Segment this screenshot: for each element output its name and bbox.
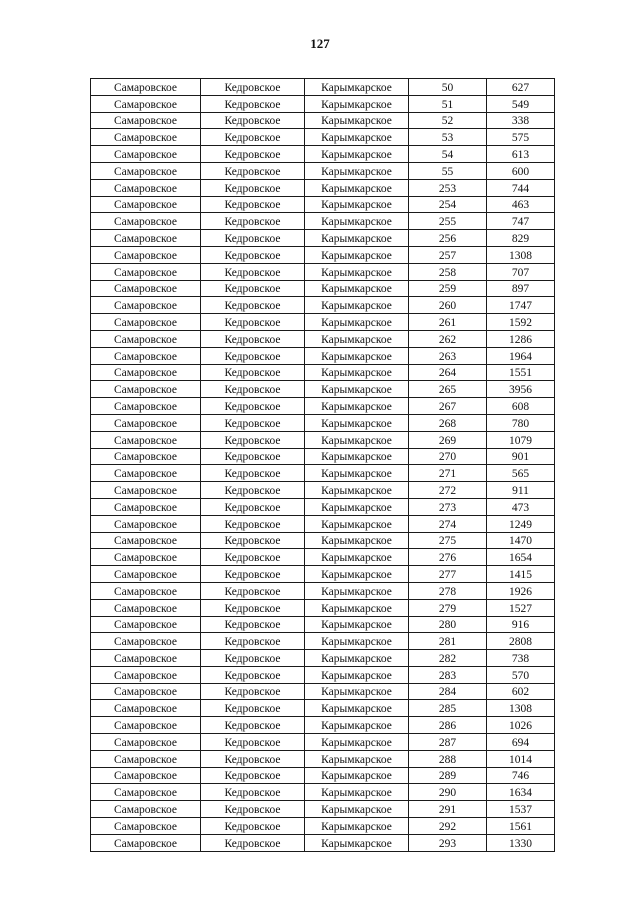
value-cell: 608 <box>487 398 555 415</box>
number-cell: 286 <box>409 717 487 734</box>
table-row <box>91 230 555 247</box>
number-cell: 293 <box>409 834 487 851</box>
value-cell: 1926 <box>487 582 555 599</box>
district-cell: Кедровское <box>201 330 305 347</box>
value-cell: 901 <box>487 448 555 465</box>
locality-cell: Карымкарское <box>305 146 409 163</box>
district-cell: Кедровское <box>201 213 305 230</box>
table-row <box>91 767 555 784</box>
table-row <box>91 179 555 196</box>
table-row <box>91 465 555 482</box>
settlement-cell: Самаровское <box>91 818 201 835</box>
settlement-cell: Самаровское <box>91 515 201 532</box>
value-cell: 600 <box>487 162 555 179</box>
number-cell: 55 <box>409 162 487 179</box>
number-cell: 287 <box>409 734 487 751</box>
value-cell: 1592 <box>487 314 555 331</box>
settlement-cell: Самаровское <box>91 246 201 263</box>
value-cell: 338 <box>487 112 555 129</box>
table-row <box>91 381 555 398</box>
value-cell: 570 <box>487 666 555 683</box>
district-cell: Кедровское <box>201 448 305 465</box>
district-cell: Кедровское <box>201 95 305 112</box>
settlement-cell: Самаровское <box>91 582 201 599</box>
table-row <box>91 700 555 717</box>
locality-cell: Карымкарское <box>305 179 409 196</box>
value-cell: 627 <box>487 79 555 96</box>
number-cell: 288 <box>409 750 487 767</box>
number-cell: 253 <box>409 179 487 196</box>
table-row <box>91 431 555 448</box>
table-row <box>91 683 555 700</box>
district-cell: Кедровское <box>201 129 305 146</box>
number-cell: 290 <box>409 784 487 801</box>
district-cell: Кедровское <box>201 818 305 835</box>
locality-cell: Карымкарское <box>305 162 409 179</box>
district-cell: Кедровское <box>201 616 305 633</box>
number-cell: 262 <box>409 330 487 347</box>
table-row <box>91 280 555 297</box>
settlement-cell: Самаровское <box>91 700 201 717</box>
table-row <box>91 582 555 599</box>
district-cell: Кедровское <box>201 582 305 599</box>
value-cell: 1747 <box>487 297 555 314</box>
settlement-cell: Самаровское <box>91 146 201 163</box>
table-row <box>91 482 555 499</box>
district-cell: Кедровское <box>201 196 305 213</box>
table-row <box>91 297 555 314</box>
settlement-cell: Самаровское <box>91 179 201 196</box>
locality-cell: Карымкарское <box>305 246 409 263</box>
settlement-cell: Самаровское <box>91 717 201 734</box>
value-cell: 747 <box>487 213 555 230</box>
settlement-cell: Самаровское <box>91 616 201 633</box>
settlement-cell: Самаровское <box>91 549 201 566</box>
value-cell: 897 <box>487 280 555 297</box>
registry-table <box>90 78 555 852</box>
locality-cell: Карымкарское <box>305 364 409 381</box>
number-cell: 272 <box>409 482 487 499</box>
table-row <box>91 129 555 146</box>
value-cell: 1286 <box>487 330 555 347</box>
table-row <box>91 599 555 616</box>
locality-cell: Карымкарское <box>305 650 409 667</box>
value-cell: 707 <box>487 263 555 280</box>
number-cell: 254 <box>409 196 487 213</box>
number-cell: 283 <box>409 666 487 683</box>
number-cell: 292 <box>409 818 487 835</box>
table-row <box>91 146 555 163</box>
settlement-cell: Самаровское <box>91 398 201 415</box>
value-cell: 780 <box>487 414 555 431</box>
table-row <box>91 398 555 415</box>
locality-cell: Карымкарское <box>305 616 409 633</box>
table-row <box>91 347 555 364</box>
table-row <box>91 801 555 818</box>
district-cell: Кедровское <box>201 398 305 415</box>
district-cell: Кедровское <box>201 784 305 801</box>
locality-cell: Карымкарское <box>305 280 409 297</box>
settlement-cell: Самаровское <box>91 213 201 230</box>
district-cell: Кедровское <box>201 717 305 734</box>
value-cell: 2808 <box>487 633 555 650</box>
locality-cell: Карымкарское <box>305 566 409 583</box>
locality-cell: Карымкарское <box>305 263 409 280</box>
settlement-cell: Самаровское <box>91 314 201 331</box>
number-cell: 280 <box>409 616 487 633</box>
value-cell: 1308 <box>487 246 555 263</box>
value-cell: 1026 <box>487 717 555 734</box>
settlement-cell: Самаровское <box>91 599 201 616</box>
locality-cell: Карымкарское <box>305 801 409 818</box>
table-row <box>91 566 555 583</box>
settlement-cell: Самаровское <box>91 633 201 650</box>
number-cell: 267 <box>409 398 487 415</box>
locality-cell: Карымкарское <box>305 515 409 532</box>
locality-cell: Карымкарское <box>305 431 409 448</box>
value-cell: 1561 <box>487 818 555 835</box>
number-cell: 53 <box>409 129 487 146</box>
page-number: 127 <box>310 36 330 51</box>
settlement-cell: Самаровское <box>91 734 201 751</box>
locality-cell: Карымкарское <box>305 549 409 566</box>
district-cell: Кедровское <box>201 532 305 549</box>
settlement-cell: Самаровское <box>91 784 201 801</box>
value-cell: 473 <box>487 498 555 515</box>
value-cell: 1308 <box>487 700 555 717</box>
table-row <box>91 196 555 213</box>
table-row <box>91 616 555 633</box>
district-cell: Кедровское <box>201 364 305 381</box>
value-cell: 746 <box>487 767 555 784</box>
number-cell: 289 <box>409 767 487 784</box>
district-cell: Кедровское <box>201 179 305 196</box>
locality-cell: Карымкарское <box>305 784 409 801</box>
settlement-cell: Самаровское <box>91 683 201 700</box>
number-cell: 261 <box>409 314 487 331</box>
settlement-cell: Самаровское <box>91 364 201 381</box>
settlement-cell: Самаровское <box>91 750 201 767</box>
value-cell: 575 <box>487 129 555 146</box>
table-row <box>91 734 555 751</box>
number-cell: 279 <box>409 599 487 616</box>
value-cell: 1415 <box>487 566 555 583</box>
settlement-cell: Самаровское <box>91 129 201 146</box>
number-cell: 268 <box>409 414 487 431</box>
value-cell: 1654 <box>487 549 555 566</box>
locality-cell: Карымкарское <box>305 213 409 230</box>
table-row <box>91 498 555 515</box>
locality-cell: Карымкарское <box>305 633 409 650</box>
table-row <box>91 364 555 381</box>
value-cell: 1527 <box>487 599 555 616</box>
locality-cell: Карымкарское <box>305 599 409 616</box>
value-cell: 565 <box>487 465 555 482</box>
table-row <box>91 79 555 96</box>
locality-cell: Карымкарское <box>305 297 409 314</box>
number-cell: 278 <box>409 582 487 599</box>
number-cell: 271 <box>409 465 487 482</box>
settlement-cell: Самаровское <box>91 381 201 398</box>
table-row <box>91 784 555 801</box>
table-row <box>91 263 555 280</box>
settlement-cell: Самаровское <box>91 666 201 683</box>
locality-cell: Карымкарское <box>305 465 409 482</box>
locality-cell: Карымкарское <box>305 717 409 734</box>
value-cell: 1470 <box>487 532 555 549</box>
number-cell: 277 <box>409 566 487 583</box>
table-row <box>91 95 555 112</box>
settlement-cell: Самаровское <box>91 196 201 213</box>
district-cell: Кедровское <box>201 414 305 431</box>
registry-table-body <box>91 79 555 852</box>
number-cell: 260 <box>409 297 487 314</box>
value-cell: 829 <box>487 230 555 247</box>
number-cell: 285 <box>409 700 487 717</box>
value-cell: 1014 <box>487 750 555 767</box>
locality-cell: Карымкарское <box>305 196 409 213</box>
number-cell: 291 <box>409 801 487 818</box>
table-row <box>91 213 555 230</box>
settlement-cell: Самаровское <box>91 482 201 499</box>
locality-cell: Карымкарское <box>305 582 409 599</box>
value-cell: 1964 <box>487 347 555 364</box>
value-cell: 1537 <box>487 801 555 818</box>
locality-cell: Карымкарское <box>305 834 409 851</box>
table-row <box>91 834 555 851</box>
number-cell: 284 <box>409 683 487 700</box>
number-cell: 275 <box>409 532 487 549</box>
table-row <box>91 532 555 549</box>
locality-cell: Карымкарское <box>305 448 409 465</box>
district-cell: Кедровское <box>201 549 305 566</box>
settlement-cell: Самаровское <box>91 650 201 667</box>
value-cell: 1249 <box>487 515 555 532</box>
number-cell: 259 <box>409 280 487 297</box>
value-cell: 1634 <box>487 784 555 801</box>
number-cell: 281 <box>409 633 487 650</box>
table-row <box>91 162 555 179</box>
table-row <box>91 818 555 835</box>
value-cell: 744 <box>487 179 555 196</box>
district-cell: Кедровское <box>201 801 305 818</box>
table-row <box>91 515 555 532</box>
district-cell: Кедровское <box>201 767 305 784</box>
table-row <box>91 112 555 129</box>
table-row <box>91 666 555 683</box>
number-cell: 274 <box>409 515 487 532</box>
settlement-cell: Самаровское <box>91 431 201 448</box>
district-cell: Кедровское <box>201 314 305 331</box>
value-cell: 1330 <box>487 834 555 851</box>
locality-cell: Карымкарское <box>305 700 409 717</box>
number-cell: 282 <box>409 650 487 667</box>
settlement-cell: Самаровское <box>91 95 201 112</box>
locality-cell: Карымкарское <box>305 347 409 364</box>
district-cell: Кедровское <box>201 230 305 247</box>
settlement-cell: Самаровское <box>91 330 201 347</box>
district-cell: Кедровское <box>201 515 305 532</box>
value-cell: 3956 <box>487 381 555 398</box>
table-row <box>91 246 555 263</box>
table-row <box>91 717 555 734</box>
number-cell: 264 <box>409 364 487 381</box>
locality-cell: Карымкарское <box>305 381 409 398</box>
settlement-cell: Самаровское <box>91 834 201 851</box>
number-cell: 263 <box>409 347 487 364</box>
settlement-cell: Самаровское <box>91 767 201 784</box>
district-cell: Кедровское <box>201 146 305 163</box>
number-cell: 54 <box>409 146 487 163</box>
district-cell: Кедровское <box>201 465 305 482</box>
district-cell: Кедровское <box>201 498 305 515</box>
number-cell: 265 <box>409 381 487 398</box>
locality-cell: Карымкарское <box>305 129 409 146</box>
locality-cell: Карымкарское <box>305 734 409 751</box>
district-cell: Кедровское <box>201 79 305 96</box>
district-cell: Кедровское <box>201 482 305 499</box>
locality-cell: Карымкарское <box>305 750 409 767</box>
number-cell: 256 <box>409 230 487 247</box>
table-row <box>91 650 555 667</box>
settlement-cell: Самаровское <box>91 347 201 364</box>
number-cell: 269 <box>409 431 487 448</box>
value-cell: 694 <box>487 734 555 751</box>
locality-cell: Карымкарское <box>305 532 409 549</box>
value-cell: 1551 <box>487 364 555 381</box>
settlement-cell: Самаровское <box>91 297 201 314</box>
settlement-cell: Самаровское <box>91 112 201 129</box>
settlement-cell: Самаровское <box>91 566 201 583</box>
locality-cell: Карымкарское <box>305 95 409 112</box>
district-cell: Кедровское <box>201 734 305 751</box>
district-cell: Кедровское <box>201 246 305 263</box>
locality-cell: Карымкарское <box>305 230 409 247</box>
locality-cell: Карымкарское <box>305 683 409 700</box>
locality-cell: Карымкарское <box>305 818 409 835</box>
table-row <box>91 633 555 650</box>
value-cell: 549 <box>487 95 555 112</box>
table-row <box>91 750 555 767</box>
value-cell: 916 <box>487 616 555 633</box>
district-cell: Кедровское <box>201 566 305 583</box>
number-cell: 255 <box>409 213 487 230</box>
settlement-cell: Самаровское <box>91 801 201 818</box>
district-cell: Кедровское <box>201 431 305 448</box>
settlement-cell: Самаровское <box>91 448 201 465</box>
district-cell: Кедровское <box>201 834 305 851</box>
table-row <box>91 549 555 566</box>
value-cell: 911 <box>487 482 555 499</box>
district-cell: Кедровское <box>201 112 305 129</box>
district-cell: Кедровское <box>201 650 305 667</box>
value-cell: 602 <box>487 683 555 700</box>
locality-cell: Карымкарское <box>305 666 409 683</box>
settlement-cell: Самаровское <box>91 79 201 96</box>
value-cell: 1079 <box>487 431 555 448</box>
district-cell: Кедровское <box>201 280 305 297</box>
number-cell: 50 <box>409 79 487 96</box>
district-cell: Кедровское <box>201 700 305 717</box>
district-cell: Кедровское <box>201 162 305 179</box>
settlement-cell: Самаровское <box>91 498 201 515</box>
value-cell: 738 <box>487 650 555 667</box>
district-cell: Кедровское <box>201 666 305 683</box>
district-cell: Кедровское <box>201 750 305 767</box>
district-cell: Кедровское <box>201 381 305 398</box>
locality-cell: Карымкарское <box>305 414 409 431</box>
district-cell: Кедровское <box>201 297 305 314</box>
number-cell: 257 <box>409 246 487 263</box>
locality-cell: Карымкарское <box>305 112 409 129</box>
number-cell: 276 <box>409 549 487 566</box>
locality-cell: Карымкарское <box>305 79 409 96</box>
settlement-cell: Самаровское <box>91 414 201 431</box>
value-cell: 613 <box>487 146 555 163</box>
locality-cell: Карымкарское <box>305 398 409 415</box>
locality-cell: Карымкарское <box>305 330 409 347</box>
number-cell: 52 <box>409 112 487 129</box>
number-cell: 270 <box>409 448 487 465</box>
locality-cell: Карымкарское <box>305 482 409 499</box>
locality-cell: Карымкарское <box>305 314 409 331</box>
table-row <box>91 330 555 347</box>
locality-cell: Карымкарское <box>305 498 409 515</box>
district-cell: Кедровское <box>201 263 305 280</box>
locality-cell: Карымкарское <box>305 767 409 784</box>
settlement-cell: Самаровское <box>91 532 201 549</box>
district-cell: Кедровское <box>201 599 305 616</box>
settlement-cell: Самаровское <box>91 465 201 482</box>
district-cell: Кедровское <box>201 347 305 364</box>
table-row <box>91 314 555 331</box>
number-cell: 258 <box>409 263 487 280</box>
table-row <box>91 414 555 431</box>
number-cell: 273 <box>409 498 487 515</box>
number-cell: 51 <box>409 95 487 112</box>
value-cell: 463 <box>487 196 555 213</box>
settlement-cell: Самаровское <box>91 230 201 247</box>
settlement-cell: Самаровское <box>91 162 201 179</box>
settlement-cell: Самаровское <box>91 280 201 297</box>
table-row <box>91 448 555 465</box>
district-cell: Кедровское <box>201 633 305 650</box>
district-cell: Кедровское <box>201 683 305 700</box>
settlement-cell: Самаровское <box>91 263 201 280</box>
